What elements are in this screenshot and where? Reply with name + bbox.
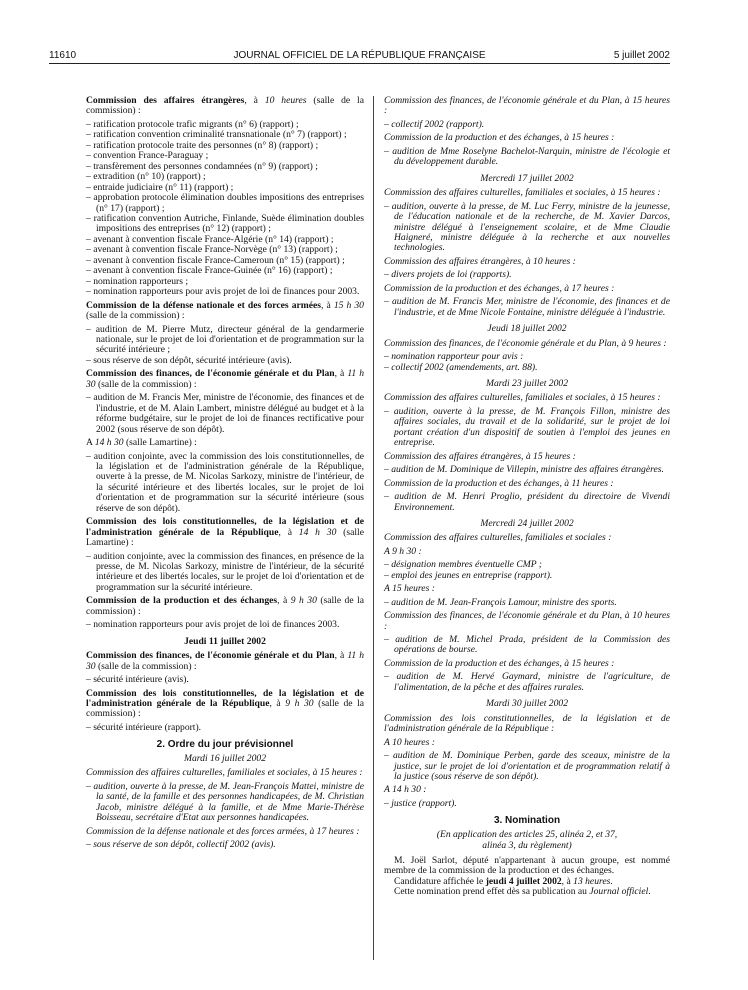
- section-heading: 3. Nomination: [493, 815, 561, 827]
- agenda-item: – transfèrement des personnes condamnées (n° 9) (rapport) ;: [86, 160, 318, 172]
- agenda-item: – audition de M. Francis Mer, ministre de l'économie, des finances et de l'industrie, et de M. Alain Lambert, ministre délégué au budget et à la réforme budgétaire, sur le projet de loi de finances rectificative pour 2002 (sous réserve de son dépôt).: [86, 392, 364, 435]
- agenda-list: [384, 465, 670, 475]
- agenda-item: – audition de M. Dominique Perben, garde des sceaux, ministre de la justice, sur le projet de loi d'orientation et de programmation relatif à la justice (sous réserve de son dépôt).: [384, 750, 670, 783]
- agenda-list: [384, 492, 670, 513]
- agenda-item: – audition de M. Hervé Gaymard, ministre de l'agriculture, de l'alimentation, de la pêche et des affaires rurales.: [384, 671, 670, 693]
- time-slot: A 10 heures :: [384, 736, 435, 748]
- date-heading: Mardi 16 juillet 2002: [184, 752, 266, 764]
- agenda-item: – audition de Mme Roselyne Bachelot-Narquin, ministre de l'écologie et du développement durable.: [384, 145, 670, 168]
- left-column: [86, 96, 364, 853]
- agenda-list: [86, 782, 364, 824]
- agenda-list: [384, 672, 670, 693]
- agenda-item: – audition, ouverte à la presse, de M. Luc Ferry, ministre de la jeunesse, de l'éducation nationale et de la recherche, de M. Xavier Darcos, ministre délégué à l'enseignement scolaire, et de Mme Claudie Haigneré, ministre déléguée à la recherche et aux nouvelles technologies.: [384, 200, 670, 254]
- agenda-item: – sous réserve de son dépôt, sécurité intérieure (avis).: [86, 354, 292, 366]
- commission-entry: Commission des finances, de l'économie générale et du Plan, à 10 heures :: [384, 610, 670, 632]
- agenda-item: – avenant à convention fiscale France-Guinée (n° 16) (rapport) ;: [86, 265, 333, 277]
- agenda-item: – justice (rapport).: [384, 797, 457, 809]
- commission-entry: Commission des affaires culturelles, familiales et sociales, à 15 heures :: [384, 392, 661, 404]
- agenda-item: – audition de M. Dominique de Villepin, ministre des affaires étrangères.: [384, 464, 664, 476]
- nomination-text: M. Joël Sarlot, député n'appartenant à aucun groupe, est nommé membre de la commission de la production et des échanges.: [384, 854, 670, 877]
- agenda-item: – audition de M. Michel Prada, président de la Commission des opérations de bourse.: [384, 634, 670, 656]
- commission-entry: Commission des finances, de l'économie générale et du Plan, à 15 heures :: [384, 95, 670, 117]
- commission-entry: Commission des lois constitutionnelles, de la législation et de l'administration générale de la République :: [384, 712, 670, 735]
- agenda-item: – sécurité intérieure (rapport).: [86, 721, 202, 733]
- time-slot: A 15 heures :: [384, 583, 435, 595]
- agenda-list: [384, 202, 670, 254]
- agenda-list: [384, 635, 670, 656]
- agenda-item: – convention France-Paraguay ;: [86, 150, 209, 162]
- issue-date: 5 juillet 2002: [613, 50, 670, 61]
- commission-entry: Commission des finances, de l'économie générale et du Plan, à 9 heures :: [384, 337, 667, 349]
- agenda-list: [86, 723, 364, 733]
- agenda-item: – audition de M. Francis Mer, ministre de l'économie, des finances et de l'industrie, et de Mme Nicole Fontaine, ministre déléguée à l'industrie.: [384, 296, 670, 318]
- agenda-list: [384, 120, 670, 130]
- agenda-item: – audition, ouverte à la presse, de M. François Fillon, ministre des affaires sociales, du travail et de la solidarité, sur le projet de loi portant création d'un dispositif de soutien à l'emploi des jeunes en entreprise.: [384, 405, 670, 449]
- commission-entry: Commission des affaires culturelles, familiales et sociales :: [384, 532, 612, 544]
- agenda-list: [384, 297, 670, 318]
- commission-entry: Commission de la production et des échanges, à 17 heures :: [384, 282, 615, 294]
- agenda-list: [384, 560, 670, 581]
- journal-title: JOURNAL OFFICIEL DE LA RÉPUBLIQUE FRANÇAISE: [233, 50, 486, 61]
- commission-entry: Commission des affaires culturelles, familiales et sociales, à 15 heures :: [384, 187, 661, 199]
- agenda-item: – audition, ouverte à la presse, de M. Jean-François Mattei, ministre de la santé, de la famille et des personnes handicapées, de M. Christian Jacob, ministre délégué à la famille, et de Mme Marie-Thérèse Boisseau, secrétaire d'Etat aux personnes handicapées.: [86, 780, 364, 824]
- page-number: 11610: [49, 50, 77, 61]
- commission-entry: Commission des affaires étrangères, à 15 heures :: [384, 450, 576, 462]
- agenda-item: – audition de M. Henri Proglio, président du directoire de Vivendi Environnement.: [384, 491, 670, 513]
- agenda-list: [384, 147, 670, 168]
- time-slot: A 14 h 30 :: [384, 784, 427, 796]
- agenda-list: [86, 120, 364, 298]
- agenda-list: [384, 270, 670, 280]
- column-divider: [373, 96, 374, 960]
- agenda-item: – nomination rapporteurs pour avis projet de loi de finances 2003.: [86, 619, 340, 631]
- agenda-list: [384, 598, 670, 608]
- agenda-list: [384, 751, 670, 782]
- agenda-item: – ratification convention criminalité transnationale (n° 7) (rapport) ;: [86, 129, 347, 141]
- agenda-list: [86, 552, 364, 594]
- commission-entry: Commission de la production et des échanges, à 11 heures :: [384, 477, 614, 489]
- date-heading: Mercredi 24 juillet 2002: [480, 517, 574, 529]
- agenda-list: [384, 352, 670, 373]
- commission-entry: Commission des lois constitutionnelles, de la législation et de l'administration générale de la République, à 9 h 30 (salle de la commission) :: [86, 687, 364, 720]
- agenda-list: [86, 840, 364, 850]
- date-heading: Jeudi 18 juillet 2002: [487, 323, 567, 335]
- agenda-item: – ratification convention Autriche, Finlande, Suède élimination doubles impositions des entreprises (n° 12) (rapport) ;: [86, 212, 364, 235]
- commission-entry: Commission de la production et des échanges, à 15 heures :: [384, 132, 615, 144]
- agenda-list: [86, 675, 364, 685]
- date-heading: Mercredi 17 juillet 2002: [480, 172, 574, 184]
- agenda-item: – avenant à convention fiscale France-Algérie (n° 14) (rapport) ;: [86, 233, 334, 245]
- commission-entry: Commission des finances, de l'économie générale et du Plan, à 11 h 30 (salle de la commission) :: [86, 368, 365, 390]
- agenda-item: – sous réserve de son dépôt, collectif 2002 (avis).: [86, 839, 276, 850]
- header-rule: [49, 63, 670, 64]
- effect-text: Cette nomination prend effet dès sa publication au Journal officiel.: [394, 886, 651, 898]
- commission-entry: Commission de la défense nationale et des forces armées, à 17 heures :: [86, 825, 360, 837]
- agenda-item: – avenant à convention fiscale France-Norvège (n° 13) (rapport) ;: [86, 244, 338, 256]
- agenda-item: – sécurité intérieure (avis).: [86, 674, 189, 686]
- agenda-item: – collectif 2002 (amendements, art. 88).: [384, 361, 538, 373]
- section-heading: 2. Ordre du jour prévisionnel: [156, 739, 294, 751]
- commission-entry: Commission des affaires étrangères, à 10 heures :: [384, 255, 576, 267]
- agenda-item: – approbation protocole élimination doubles impositions des entreprises (n° 17) (rapport) ;: [86, 192, 364, 214]
- commission-entry: Commission des lois constitutionnelles, de la législation et de l'administration générale de la République, à 14 h 30 (salle Lamartine) :: [86, 516, 364, 549]
- date-heading: Mardi 30 juillet 2002: [486, 698, 568, 710]
- commission-entry: Commission des affaires étrangères, à 10 heures (salle de la commission) :: [86, 95, 364, 117]
- agenda-item: – nomination rapporteur pour avis :: [384, 351, 524, 363]
- commission-entry: Commission de la production et des échanges, à 9 h 30 (salle de la commission) :: [86, 595, 364, 617]
- time-slot: A 9 h 30 :: [384, 545, 422, 557]
- agenda-item: – nomination rapporteurs ;: [86, 275, 189, 287]
- agenda-list: [384, 407, 670, 449]
- date-heading: Jeudi 11 juillet 2002: [184, 635, 266, 647]
- commission-entry: Commission des finances, de l'économie générale et du Plan, à 11 h 30 (salle de la commission) :: [86, 650, 365, 672]
- agenda-item: – audition conjointe, avec la commission des finances, en présence de la presse, de M. Nicolas Sarkozy, ministre de l'intérieur, de la sécurité intérieure et des libertés locales, sur le projet de loi d'orientation et de programmation sur la sécurité intérieure.: [86, 550, 364, 593]
- section-subtitle: alinéa 3, du règlement): [482, 840, 572, 852]
- agenda-item: – divers projets de loi (rapports).: [384, 269, 512, 281]
- agenda-item: – avenant à convention fiscale France-Cameroun (n° 15) (rapport) ;: [86, 254, 345, 266]
- agenda-item: – emploi des jeunes en entreprise (rapport).: [384, 569, 553, 581]
- candidature-text: Candidature affichée le jeudi 4 juillet 2002, à 13 heures.: [394, 875, 613, 887]
- agenda-item: – ratification protocole traite des personnes (n° 8) (rapport) ;: [86, 139, 319, 151]
- page-header: [49, 50, 670, 64]
- commission-entry: Commission des affaires culturelles, familiales et sociales, à 15 heures :: [86, 767, 363, 779]
- section-subtitle: (En application des articles 25, alinéa 2, et 37,: [436, 828, 618, 840]
- agenda-item: – entraide judiciaire (n° 11) (rapport) ;: [86, 181, 234, 193]
- agenda-list: [86, 452, 364, 515]
- agenda-item: – extradition (n° 10) (rapport) ;: [86, 171, 206, 183]
- agenda-item: – audition de M. Pierre Mutz, directeur général de la gendarmerie nationale, sur le projet de loi d'orientation et de programmation sur la sécurité intérieure ;: [86, 323, 364, 356]
- agenda-item: – audition de M. Jean-François Lamour, ministre des sports.: [384, 596, 617, 608]
- agenda-list: [86, 325, 364, 367]
- date-heading: Mardi 23 juillet 2002: [486, 377, 568, 389]
- agenda-list: [86, 620, 364, 630]
- time-slot: A 14 h 30 (salle Lamartine) :: [86, 437, 197, 449]
- agenda-item: – ratification protocole trafic migrants (n° 6) (rapport) ;: [86, 118, 299, 130]
- commission-entry: Commission de la défense nationale et des forces armées, à 15 h 30 (salle de la commission) :: [86, 299, 364, 322]
- agenda-item: – nomination rapporteurs pour avis projet de loi de finances pour 2003.: [86, 286, 360, 298]
- commission-entry: Commission de la production et des échanges, à 15 heures :: [384, 657, 615, 669]
- right-column: [384, 96, 670, 901]
- agenda-item: – désignation membres éventuelle CMP ;: [384, 559, 542, 571]
- agenda-list: [86, 393, 364, 435]
- agenda-item: – audition conjointe, avec la commission des lois constitutionnelles, de la législation et de l'administration générale de la République, ouverte à la presse, de M. Nicolas Sarkozy, ministre de l'intérieur, de la sécurité intérieure et des libertés locales, sur le projet de loi d'orientation et de programmation sur la sécurité intérieure (sous réserve de son dépôt).: [86, 450, 364, 514]
- agenda-item: – collectif 2002 (rapport).: [384, 118, 485, 130]
- agenda-list: [384, 799, 670, 809]
